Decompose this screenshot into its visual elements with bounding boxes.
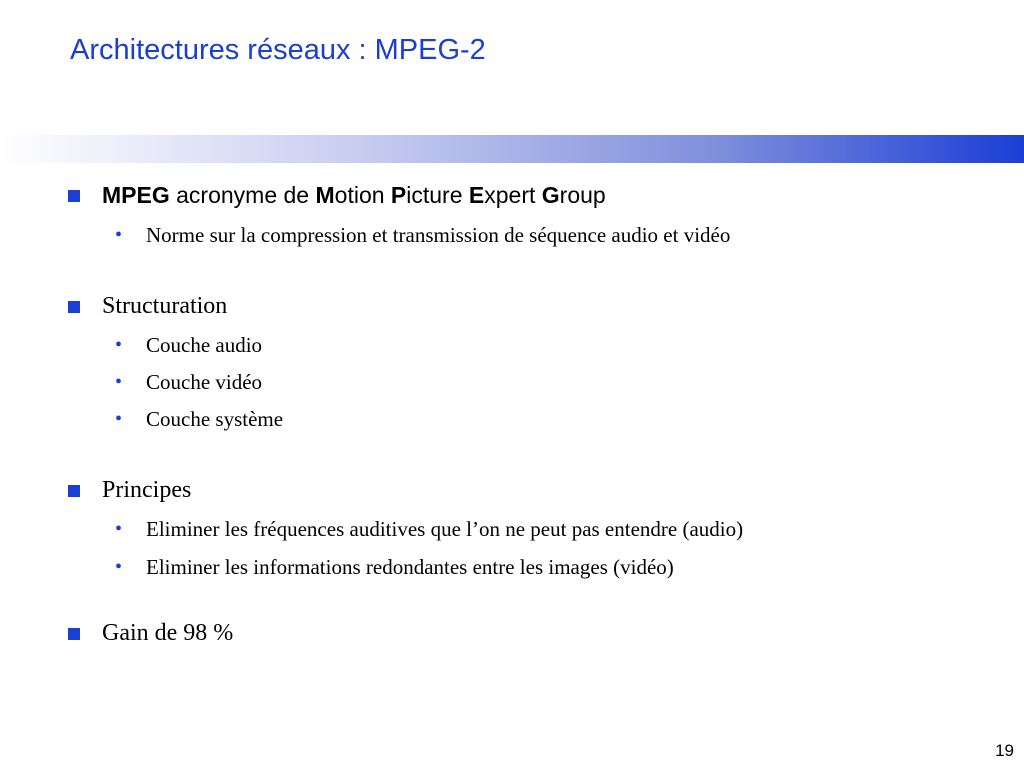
square-bullet-icon	[68, 190, 80, 202]
dot-bullet-icon: •	[115, 334, 123, 356]
heading-part: acronyme de	[169, 182, 316, 208]
heading-part-bold: G	[541, 182, 560, 208]
list-item: Couche vidéo	[146, 370, 263, 394]
dot-bullet-icon: •	[115, 408, 123, 430]
heading-part-bold: E	[468, 182, 485, 208]
dot-bullet-icon: •	[115, 556, 123, 578]
list-item: Couche audio	[146, 333, 263, 357]
dot-bullet-icon: •	[115, 224, 123, 246]
heading-part: roup	[559, 182, 606, 208]
section-heading-gain: Gain de 98 %	[102, 620, 234, 646]
list-item: Eliminer les fréquences auditives que l’on ne peut pas entendre (audio)	[146, 517, 744, 541]
heading-part-bold: P	[390, 182, 407, 208]
heading-part: otion	[334, 182, 391, 208]
page-number: 19	[995, 741, 1014, 760]
slide-title: Architectures réseaux : MPEG-2	[70, 34, 486, 66]
dot-bullet-icon: •	[115, 371, 123, 393]
square-bullet-icon	[68, 628, 80, 640]
dot-bullet-icon: •	[115, 518, 123, 540]
heading-part-bold: MPEG	[102, 182, 170, 208]
section-heading-principes: Principes	[102, 477, 192, 503]
section-heading-mpeg	[102, 182, 606, 209]
section-heading-structuration: Structuration	[102, 293, 228, 319]
list-item: Couche système	[146, 407, 284, 431]
square-bullet-icon	[68, 301, 80, 313]
heading-part: icture	[406, 182, 469, 208]
list-item: Norme sur la compression et transmission de séquence audio et vidéo	[146, 223, 731, 247]
heading-part-bold: M	[315, 182, 335, 208]
list-item: Eliminer les informations redondantes entre les images (vidéo)	[146, 555, 674, 579]
heading-part: xpert	[484, 182, 542, 208]
square-bullet-icon	[68, 485, 80, 497]
